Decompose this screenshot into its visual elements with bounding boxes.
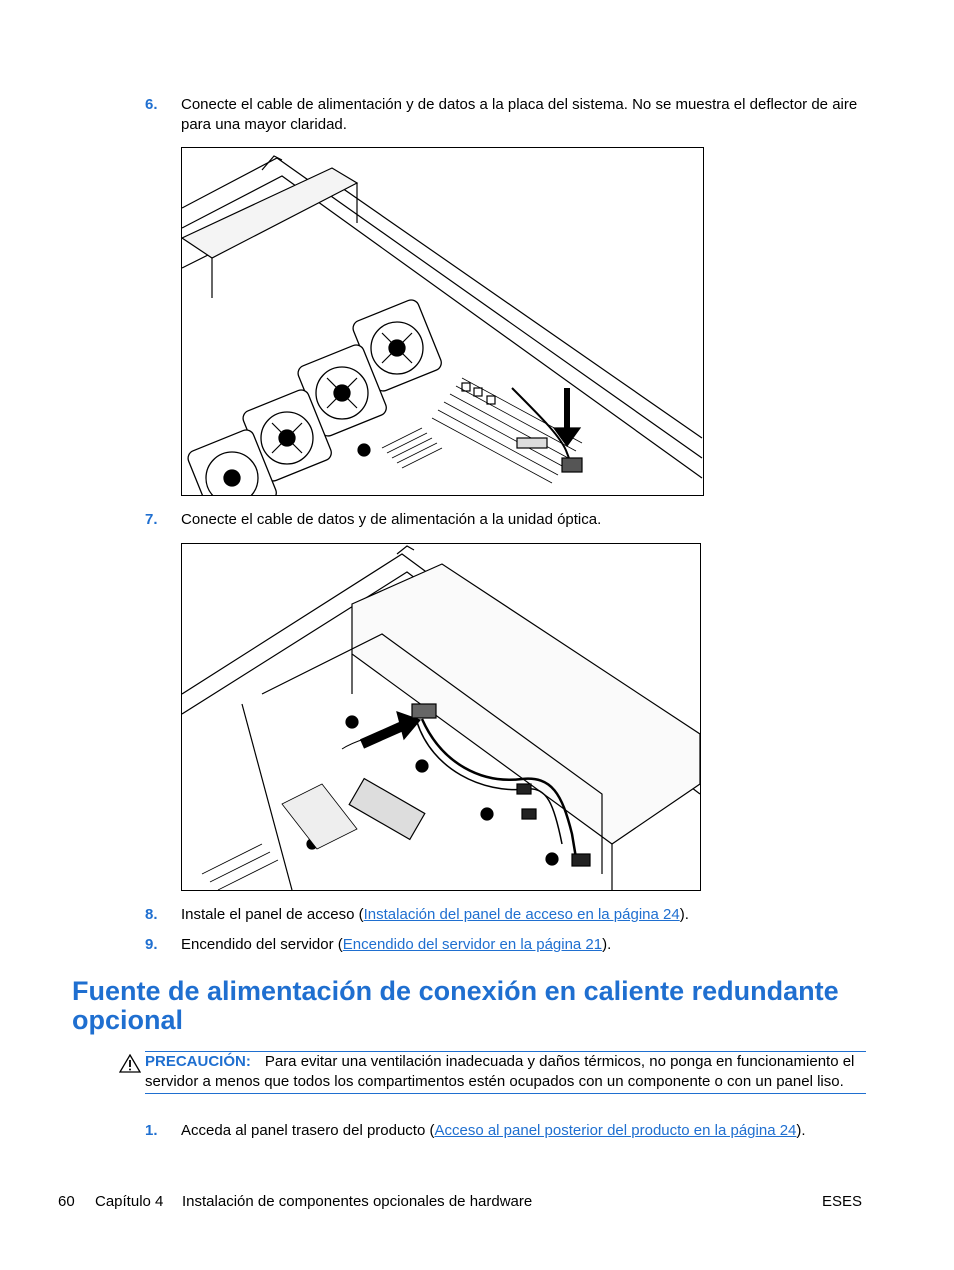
link-acceso-panel-posterior[interactable]: Acceso al panel posterior del producto en la página 24 — [434, 1122, 797, 1139]
link-encendido-servidor[interactable]: Encendido del servidor en la página 21 — [342, 936, 603, 953]
step-8-text-before: Instale el panel de acceso ( — [181, 906, 364, 923]
step-number-8: 8. — [145, 906, 158, 923]
step-text-6: Conecte el cable de alimentación y de datos a la placa del sistema. No se muestra el deflector de aire para una mayor claridad. — [181, 96, 858, 133]
warning-triangle-icon — [119, 1054, 141, 1073]
step-number-1: 1. — [145, 1122, 158, 1139]
step-8-text-after: ). — [679, 906, 689, 923]
footer-chapter: Capítulo 4 — [95, 1193, 164, 1210]
figure-optical-drive-cable-illustration — [181, 543, 701, 891]
link-instalacion-panel-acceso[interactable]: Instalación del panel de acceso en la página 24 — [363, 906, 680, 923]
step-1-text-before: Acceda al panel trasero del producto ( — [181, 1122, 435, 1139]
step-9-text-before: Encendido del servidor ( — [181, 936, 343, 953]
step-text-9 — [181, 935, 871, 955]
figure-fan-cable-illustration — [181, 147, 704, 496]
step-number-7: 7. — [145, 511, 158, 528]
step-text-8 — [181, 905, 871, 925]
section-title: Fuente de alimentación de conexión en caliente redundante opcional — [72, 976, 839, 1035]
caution-text: Para evitar una ventilación inadecuada y daños térmicos, no ponga en funcionamiento el servidor a menos que todos los compartimentos estén ocupados con un componente o con un panel liso. — [145, 1053, 855, 1090]
step-9-text-after: ). — [602, 936, 612, 953]
footer-chapter-title: Instalación de componentes opcionales de hardware — [182, 1193, 533, 1210]
caution-box — [145, 1051, 866, 1094]
footer-code: ESES — [822, 1193, 863, 1210]
footer-page-number: 60 — [58, 1193, 75, 1210]
step-text-1 — [181, 1121, 871, 1141]
caution-label: PRECAUCIÓN: — [145, 1053, 251, 1070]
step-1-text-after: ). — [796, 1122, 806, 1139]
step-number-9: 9. — [145, 936, 158, 953]
step-text-7: Conecte el cable de datos y de alimentación a la unidad óptica. — [181, 511, 602, 528]
step-number-6: 6. — [145, 96, 158, 113]
